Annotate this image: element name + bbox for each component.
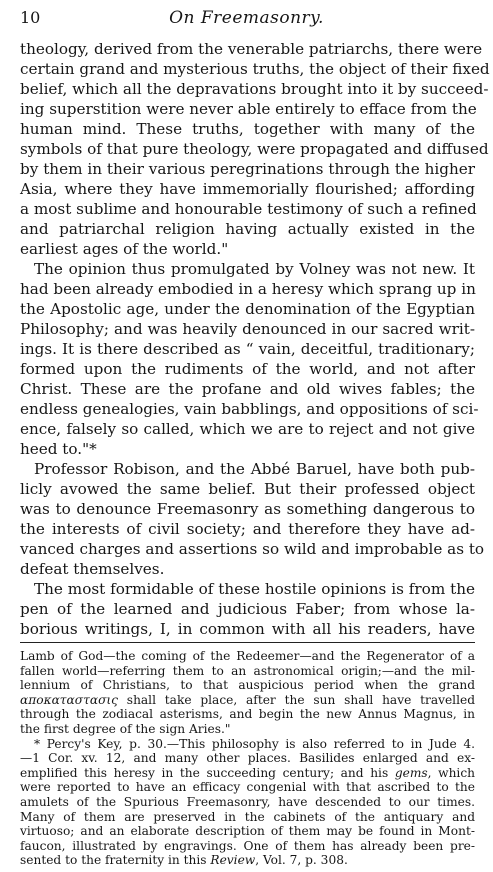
body-line: formed upon the rudiments of the world, and not after — [20, 360, 475, 378]
footnote-line: amulets of the Spurious Freemasonry, have descended to our times. — [20, 795, 475, 809]
footnote-line: were reported to have an efficacy congenial with that ascribed to the — [20, 780, 475, 795]
body-line: had been already embodied in a heresy which sprang up in — [20, 280, 476, 298]
body-line: and patriarchal religion having actually existed in the — [20, 220, 475, 238]
body-line: endless genealogies, vain babblings, and oppositions of sci- — [20, 400, 479, 418]
body-line: symbols of that pure theology, were propagated and diffused — [20, 140, 489, 158]
body-line: was to denounce Freemasonry as something dangerous to — [20, 500, 475, 518]
body-line: pen of the learned and judicious Faber; from whose la- — [20, 600, 475, 618]
page-number: 10 — [20, 8, 41, 27]
body-line: certain grand and mysterious truths, the object of their fixed — [20, 60, 490, 78]
footnote-line: —1 Cor. xv. 12, and many other places. Basilides enlarged and ex- — [20, 751, 475, 766]
footnote-line: virtuoso; and an elaborate description of them may be found in Mont- — [20, 824, 475, 839]
emphasis-text: gems — [394, 765, 428, 780]
footnote-line: the first degree of the sign Aries." — [20, 722, 231, 736]
footnote-line: * Percy's Key, p. 30.—This philosophy is also referred to in Jude 4. — [34, 736, 475, 751]
body-line: belief, which all the depravations brought into it by succeed- — [20, 80, 489, 98]
body-line: vanced charges and assertions so wild and improbable as to — [20, 540, 485, 558]
footnote-line: sented to the fraternity in this Review, Vol. 7, p. 308. — [20, 853, 348, 868]
footnote-line: Lamb of God—the coming of the Redeemer—and the Regenerator of a — [20, 649, 475, 663]
body-line: Philosophy; and was heavily denounced in our sacred writ- — [20, 320, 475, 338]
footnote-line: αποκαταστασις shall take place, after the sun shall have travelled — [20, 692, 475, 707]
body-line: ence, falsely so called, which we are to reject and not give — [20, 420, 475, 438]
footnote-line: lennium of Christians, to that auspicious period when the grand — [20, 678, 475, 693]
running-title: On Freemasonry. — [169, 8, 324, 28]
body-line: the interests of civil society; and therefore they have ad- — [20, 520, 475, 538]
body-line: ings. It is there described as “ vain, deceitful, traditionary; — [20, 340, 475, 358]
body-line: defeat themselves. — [20, 560, 165, 578]
body-line: licly avowed the same belief. But their professed object — [20, 480, 475, 498]
body-line: human mind. These truths, together with many of the — [20, 120, 475, 138]
body-line: ing superstition were never able entirely to efface from the — [20, 100, 477, 118]
body-line: Asia, where they have immemorially flourished; affording — [20, 180, 475, 198]
body-line: a most sublime and honourable testimony of such a refined — [20, 200, 477, 218]
footnote-divider — [20, 642, 475, 643]
body-line: The most formidable of these hostile opinions is from the — [34, 580, 475, 598]
emphasis-text: Review — [210, 853, 256, 868]
body-line: earliest ages of the world." — [20, 240, 229, 258]
body-line: Christ. These are the profane and old wives fables; the — [20, 380, 475, 398]
page-header — [20, 8, 473, 30]
footnote-line: faucon, illustrated by engravings. One of them has already been pre- — [20, 838, 475, 853]
body-line: Professor Robison, and the Abbé Baruel, have both pub- — [34, 460, 475, 478]
body-line: the Apostolic age, under the denomination of the Egyptian — [20, 300, 475, 318]
footnote-line: Many of them are preserved in the cabinets of the antiquary and — [20, 809, 475, 824]
body-line: heed to."* — [20, 440, 97, 458]
footnote-line: through the zodiacal asterisms, and begin the new Annus Magnus, in — [20, 707, 475, 722]
body-line: theology, derived from the venerable patriarchs, there were — [20, 40, 483, 58]
body-line: borious writings, I, in common with all his readers, have — [20, 620, 475, 638]
footnote-line: fallen world—referring them to an astronomical origin;—and the mil- — [20, 663, 475, 678]
body-line: The opinion thus promulgated by Volney was not new. It — [34, 260, 475, 278]
footnote-line: emplified this heresy in the succeeding century; and his gems, which — [20, 765, 476, 780]
body-line: by them in their various peregrinations through the higher — [20, 160, 475, 178]
emphasis-text: αποκαταστασις — [20, 692, 118, 707]
